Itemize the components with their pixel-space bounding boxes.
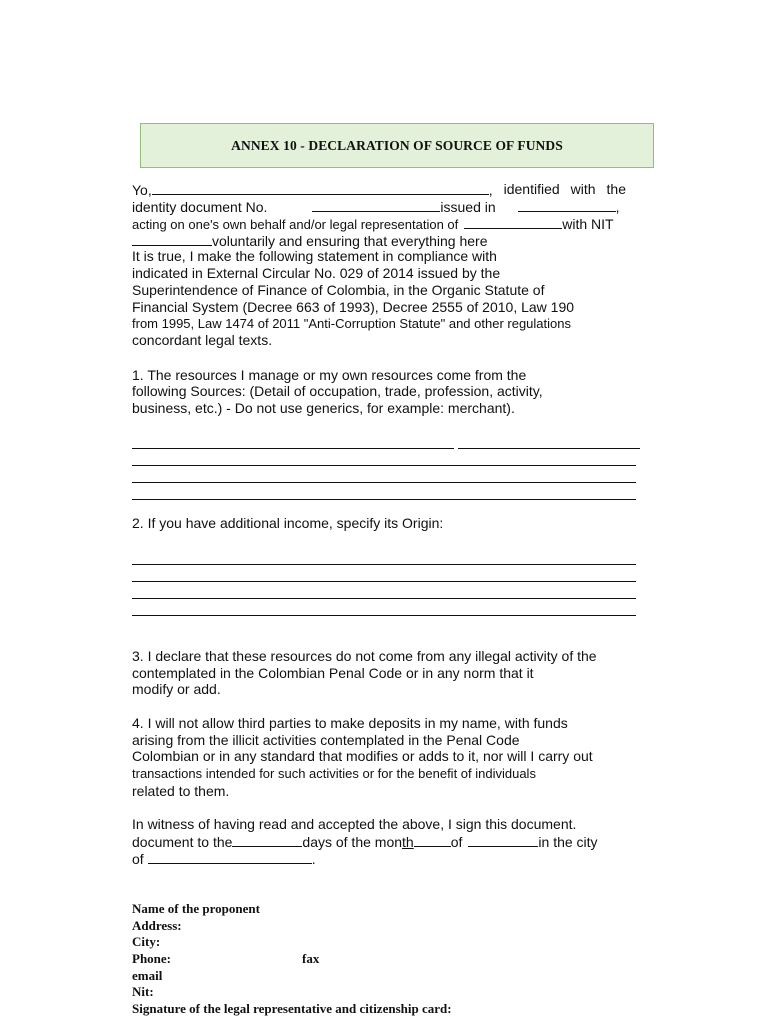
section4-line3: Colombian or in any standard that modifies or adds to it, nor will I carry out [132,748,593,764]
sources-fill-line[interactable] [132,448,454,449]
intro-line-acting: acting on one's own behalf and/or legal representation of with NIT [132,216,614,232]
additional-income-fill-line[interactable] [132,598,636,599]
city-label: City: [132,934,161,949]
email-label: email [132,968,163,983]
sources-fill-line[interactable] [132,499,636,500]
intro-line-true: It is true, I make the following statement in compliance with [132,248,497,264]
intro-line-identity: identity document No. issued in , [132,199,620,215]
section3-line2: contemplated in the Colombian Penal Code or in any norm that it [132,665,534,681]
witness-line2: document to the days of the month of in the city [132,834,598,850]
sources-fill-line[interactable] [132,465,636,466]
sources-fill-line[interactable] [132,482,636,483]
issued-place-blank[interactable] [518,198,616,212]
phone-label: Phone: [132,951,171,966]
identity-number-blank[interactable] [312,198,440,212]
section4-line4: transactions intended for such activities or for the benefit of individuals [132,766,536,781]
section4-line5: related to them. [132,783,230,799]
intro-line-from: from 1995, Law 1474 of 2011 "Anti-Corruption Statute" and other regulations [132,316,571,331]
sources-fill-line[interactable] [458,448,640,449]
section1-line1: 1. The resources I manage or my own resources come from the [132,367,527,383]
intro-line-circular: indicated in External Circular No. 029 of 2014 issued by the [132,265,501,281]
nit-label: Nit: [132,984,154,999]
name-blank[interactable] [152,181,489,195]
section4-line2: arising from the illicit activities contemplated in the Penal Code [132,732,520,748]
section3-line3: modify or add. [132,681,221,697]
represented-entity-blank[interactable] [464,215,562,229]
fax-label: fax [302,951,320,966]
day-blank[interactable] [232,833,302,847]
section2-line1: 2. If you have additional income, specify its Origin: [132,515,444,531]
intro-line-yo: Yo, , identified with the [132,181,626,198]
section4-line1: 4. I will not allow third parties to make deposits in my name, with funds [132,715,568,731]
section1-line3: business, etc.) - Do not use generics, for example: merchant). [132,400,515,416]
intro-line-superintendence: Superintendence of Finance of Colombia, in the Organic Statute of [132,282,545,298]
annex-title-box [140,123,654,168]
address-label: Address: [132,918,182,933]
intro-line-voluntarily: voluntarily and ensuring that everything here [132,232,488,249]
intro-line-financial: Financial System (Decree 663 of 1993), Decree 2555 of 2010, Law 190 [132,299,575,315]
signature-label: Signature of the legal representative and citizenship card: [132,1001,452,1016]
additional-income-fill-line[interactable] [132,581,636,582]
month-blank[interactable] [414,833,451,847]
witness-line3: of . [132,851,316,867]
additional-income-fill-line[interactable] [132,615,636,616]
proponent-name-label: Name of the proponent [132,901,260,916]
annex-title: ANNEX 10 - DECLARATION OF SOURCE OF FUNDS [231,137,563,153]
year-blank[interactable] [468,833,538,847]
section3-line1: 3. I declare that these resources do not come from any illegal activity of the [132,648,597,664]
city-blank[interactable] [148,850,312,864]
intro-line-concordant: concordant legal texts. [132,332,273,348]
yo-label: Yo, [132,182,152,198]
section1-line2: following Sources: (Detail of occupation, trade, profession, activity, [132,383,543,399]
additional-income-fill-line[interactable] [132,564,636,565]
nit-blank[interactable] [132,232,212,246]
witness-line1: In witness of having read and accepted the above, I sign this document. [132,816,577,832]
